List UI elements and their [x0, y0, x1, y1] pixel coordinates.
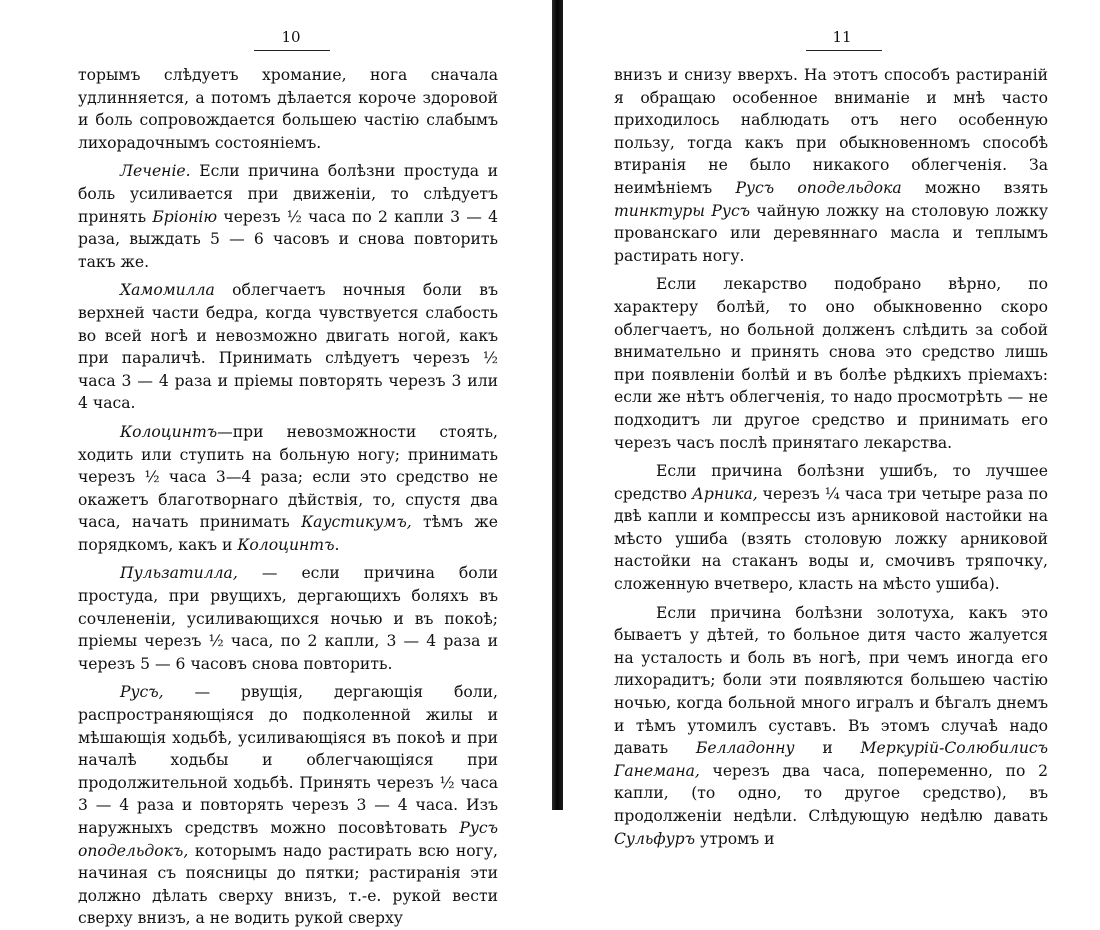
italic-term: тинктуры Русъ [614, 201, 751, 220]
page-number: 10 [281, 28, 301, 46]
paragraph [78, 279, 498, 415]
italic-term: Русъ оподельдока [735, 178, 902, 197]
text-run: можно взять [901, 178, 1049, 197]
page-number-rule [254, 50, 330, 51]
text-run: тѣмъ же порядкомъ, какъ и [78, 513, 498, 554]
text-run: черезъ два часа, попеременно, по 2 капли, (то одно, то другое средство), въ продолженіи недѣли. Слѣдующую недѣлю давать [614, 761, 1048, 825]
italic-term: Каустикумъ, [301, 513, 412, 532]
text-run: черезъ ¼ часа три четыре раза по двѣ капли и компрессы изъ арниковой настойки на мѣсто ушиба (взять столовую ложку арниковой настойки на стаканъ воды и, смочивъ тряпочку, сложенную вчетверо, класть на мѣсто ушиба). [614, 484, 1048, 594]
paragraph [614, 273, 1048, 454]
page-body [78, 64, 498, 930]
italic-term: Колоцинтъ [120, 422, 218, 441]
paragraph [78, 160, 498, 273]
italic-term: Русъ оподельдокъ, [78, 819, 498, 860]
text-run: Если причина болѣзни ушибъ, то лучшее средство [614, 462, 1048, 503]
text-run: торымъ слѣдуетъ хромание, нога сначала удлинняется, а потомъ дѣлается короче здоровой и боль сопровождается большею частію слабымъ лихорадочнымъ состояніемъ. [78, 66, 498, 152]
paragraph [78, 681, 498, 930]
page-body [614, 64, 1048, 850]
text-run: которымъ надо растирать всю ногу, начиная съ поясницы до пятки; растиранія эти должно дѣлать сверху внизъ, т.-е. рукой вести сверху внизъ, а не водить рукой сверху [78, 841, 498, 928]
italic-term: Пульзатилла, [120, 564, 238, 583]
text-run: —при невозможности стоять, ходить или ступить на больную ногу; принимать черезъ ½ часа 3—4 раза; если это средство не окажетъ благотворнаго дѣйствія, то, спустя два часа, начать принимать [78, 422, 498, 532]
italic-term: Леченіе. [120, 162, 191, 181]
paragraph [78, 562, 498, 675]
text-run: чайную ложку на столовую ложку прованскаго или деревяннаго масла и теплымъ растирать ногу. [614, 201, 1048, 265]
italic-term: Хамомилла [120, 281, 215, 300]
page-number: 11 [832, 28, 852, 46]
text-run: черезъ ½ часа по 2 капли 3 — 4 раза, выждать 5 — 6 часовъ и снова повторить такъ же. [78, 207, 498, 271]
paragraph [614, 460, 1048, 596]
text-run: и [794, 739, 861, 758]
paragraph [614, 602, 1048, 851]
italic-term: Арника, [692, 484, 758, 503]
text-run: Если причина болѣзни золотуха, какъ это бываетъ у дѣтей, то больное дитя часто жалуется на усталость и боль въ ногѣ, при чемъ иногда его лихорадитъ; боли эти появляются большею частію ночью, когда больной много игралъ и бѣгалъ днемъ и тѣмъ утомилъ суставъ. Въ этомъ случаѣ надо давать [614, 603, 1048, 758]
text-run: Если лекарство подобрано вѣрно, по характеру болѣй, то оно обыкновенно скоро облегчаетъ, но больной долженъ слѣдить за собой внимательно и принять снова это средство лишь при появленіи болѣй и въ болѣе рѣдкихъ пріемахъ: если же нѣтъ облегченія, то надо просмотрѣть — не подходитъ ли другое средство и принимать его черезъ часъ послѣ принятаго лекарства. [614, 275, 1048, 452]
italic-term: Бріонію [152, 207, 218, 226]
italic-term: Русъ, [120, 683, 164, 702]
text-run: утромъ и [695, 829, 775, 848]
text-run: внизъ и снизу вверхъ. На этотъ способъ растираній я обращаю особенное вниманіе и мнѣ часто приходилось наблюдать отъ него особенную пользу, тогда какъ при обыкновенномъ способѣ втиранія не было никакого облегченія. За неимѣніемъ [614, 66, 1048, 197]
italic-term: Меркурій-Солюбилисъ Ганемана, [614, 739, 1048, 780]
page-number-rule [806, 50, 882, 51]
text-run: — если причина боли простуда, при рвущихъ, дергающихъ боляхъ въ сочлененіи, усиливающихся ночью и въ покоѣ; пріемы черезъ ½ часа, по 2 капли, 3 — 4 раза и черезъ 5 — 6 часовъ снова повторить. [78, 564, 498, 673]
italic-term: Белладонну [695, 739, 795, 758]
paragraph [78, 421, 498, 557]
text-run: облегчаетъ ночныя боли въ верхней части бедра, когда чувствуется слабость во всей ногѣ и невозможно двигать ногой, какъ при параличѣ. Принимать слѣдуетъ черезъ ½ часа 3 — 4 раза и пріемы повторять черезъ 3 или 4 часа. [78, 281, 498, 413]
italic-term: Колоцинтъ. [237, 535, 340, 554]
italic-term: Сульфуръ [614, 829, 696, 848]
paragraph [78, 64, 498, 154]
right-page [562, 0, 1100, 848]
text-run: Если причина болѣзни простуда и боль усиливается при движеніи, то слѣдуетъ принять [78, 162, 498, 226]
paragraph [614, 64, 1048, 267]
text-run: — рвущія, дергающія боли, распространяющіяся до подколенной жилы и мѣшающія ходьбѣ, усиливающіяся въ покоѣ и при началѣ ходьбы и облегчающіяся при продолжительной ходьбѣ. Принять черезъ ½ часа 3 — 4 раза и повторять черезъ 3 — 4 часа. Изъ наружныхъ средствъ можно посовѣтовать [78, 683, 498, 837]
